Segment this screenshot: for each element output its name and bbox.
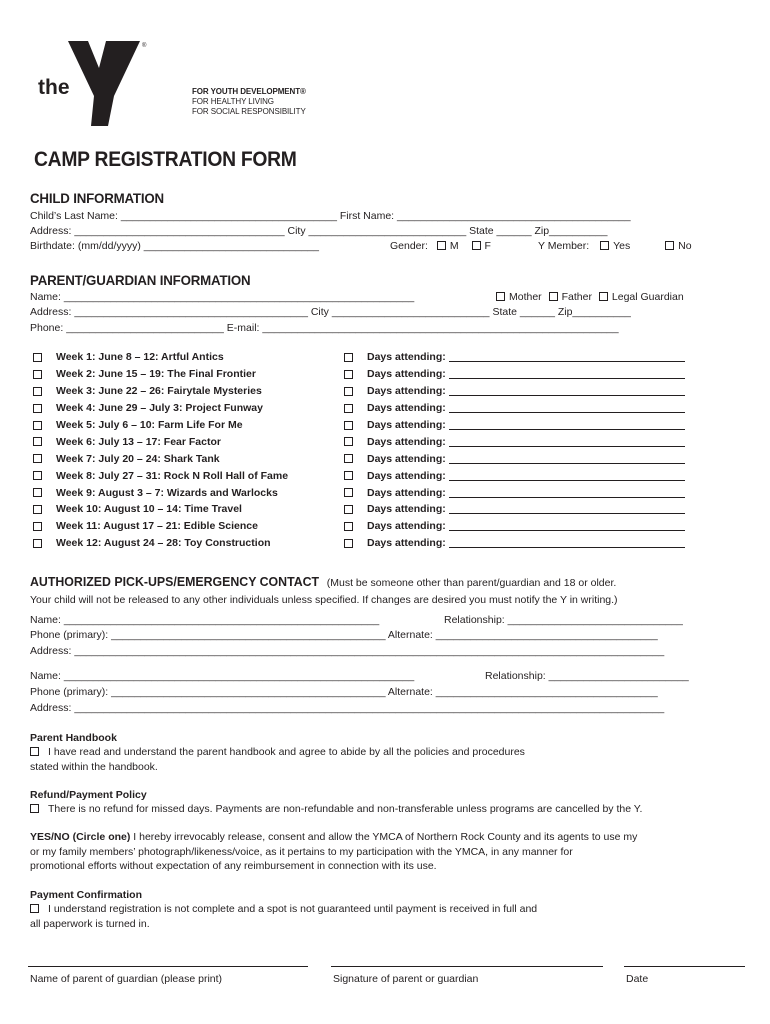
date-line[interactable] xyxy=(624,966,745,967)
ymca-y-mark xyxy=(36,38,152,128)
gender-group xyxy=(390,240,491,253)
days-label: Days attending: xyxy=(367,368,446,381)
handbook-title: Parent Handbook xyxy=(30,732,117,744)
ymca-logo xyxy=(36,38,152,128)
days-checkbox[interactable] xyxy=(344,471,353,480)
gender-f-label: F xyxy=(484,240,491,252)
days-checkbox[interactable] xyxy=(344,522,353,531)
week-list xyxy=(33,349,288,552)
child-name-line[interactable]: Child’s Last Name: _____________________________________ First Name: ________________________________________ xyxy=(30,210,631,222)
pickup-heading-row xyxy=(30,573,616,591)
days-label: Days attending: xyxy=(367,435,446,448)
contact2-relationship-field[interactable]: Relationship: ________________________ xyxy=(485,670,689,682)
days-checkbox[interactable] xyxy=(344,505,353,514)
week-label: Week 3: June 22 – 26: Fairytale Mysteries xyxy=(56,385,262,398)
days-label: Days attending: xyxy=(367,486,446,499)
week-label: Week 8: July 27 – 31: Rock N Roll Hall of Fame xyxy=(56,469,289,482)
contact1-relationship-field[interactable]: Relationship: ______________________________ xyxy=(444,614,683,626)
days-label: Days attending: xyxy=(367,503,446,516)
parent-address-line[interactable]: Address: ________________________________________ City ___________________________ State ______ Zip__________ xyxy=(30,306,631,318)
days-field[interactable] xyxy=(449,504,685,514)
days-checkbox[interactable] xyxy=(344,488,353,497)
contact2-address-field[interactable]: Address: _____________________________________________________________________________________________________ xyxy=(30,702,665,714)
days-label: Days attending: xyxy=(367,419,446,431)
parent-phone-email-line[interactable]: Phone: ___________________________ E-mail: _____________________________________________________________ xyxy=(30,322,619,334)
week-checkbox[interactable] xyxy=(33,488,42,497)
days-label: Days attending: xyxy=(367,452,446,465)
week-label: Week 7: July 20 – 24: Shark Tank xyxy=(56,452,220,465)
week-row xyxy=(33,433,288,450)
days-row xyxy=(344,400,685,417)
refund-title: Refund/Payment Policy xyxy=(30,789,147,801)
days-row xyxy=(344,518,685,535)
photo-release-text-cont: promotional efforts without expectation of any reimbursement in connection with its use. xyxy=(30,860,437,872)
week-checkbox[interactable] xyxy=(33,522,42,531)
days-label: Days attending: xyxy=(367,469,446,482)
week-row xyxy=(33,349,288,366)
week-checkbox[interactable] xyxy=(33,370,42,379)
week-row xyxy=(33,467,288,484)
photo-release-line xyxy=(30,831,637,844)
days-field[interactable] xyxy=(449,437,685,447)
days-field[interactable] xyxy=(449,471,685,481)
handbook-text: I have read and understand the parent handbook and agree to abide by all the policies and procedures xyxy=(48,746,525,758)
week-checkbox[interactable] xyxy=(33,539,42,548)
days-checkbox[interactable] xyxy=(344,353,353,362)
mother-checkbox[interactable] xyxy=(496,292,505,301)
days-row xyxy=(344,484,685,501)
week-label: Week 6: July 13 – 17: Fear Factor xyxy=(56,435,221,448)
days-field[interactable] xyxy=(449,488,685,498)
y-member-no-label: No xyxy=(678,240,692,252)
mother-label: Mother xyxy=(509,291,542,303)
father-checkbox[interactable] xyxy=(549,292,558,301)
week-label: Week 1: June 8 – 12: Artful Antics xyxy=(56,351,224,364)
gender-m-checkbox[interactable] xyxy=(437,241,446,250)
pickup-heading-note: (Must be someone other than parent/guardian and 18 or older. xyxy=(326,577,617,589)
svg-text:®: ® xyxy=(142,43,147,49)
week-label: Week 11: August 17 – 21: Edible Science xyxy=(56,520,258,533)
parent-name-field[interactable]: Name: ____________________________________________________________ xyxy=(30,291,415,303)
parent-name-signature-line[interactable] xyxy=(28,966,308,967)
week-checkbox[interactable] xyxy=(33,454,42,463)
parent-info-heading: PARENT/GUARDIAN INFORMATION xyxy=(30,272,251,288)
handbook-text-cont: stated within the handbook. xyxy=(30,761,158,773)
refund-checkbox[interactable] xyxy=(30,804,39,813)
days-row xyxy=(344,450,685,467)
week-row xyxy=(33,484,288,501)
y-member-no-checkbox[interactable] xyxy=(665,241,674,250)
gender-f-checkbox[interactable] xyxy=(472,241,481,250)
logo-letters: YMCA xyxy=(113,91,130,113)
days-checkbox[interactable] xyxy=(344,437,353,446)
relationship-group xyxy=(496,291,684,304)
days-row xyxy=(344,383,685,400)
days-field[interactable] xyxy=(449,538,685,548)
signature-label: Signature of parent or guardian xyxy=(333,973,479,985)
contact2-name-field[interactable]: Name: ____________________________________________________________ xyxy=(30,670,415,682)
payment-text: I understand registration is not complete and a spot is not guaranteed until payment is received in full and xyxy=(48,903,538,915)
week-label: Week 4: June 29 – July 3: Project Funway xyxy=(56,402,263,415)
legal-guardian-label: Legal Guardian xyxy=(611,291,684,303)
week-label: Week 2: June 15 – 19: The Final Frontier xyxy=(56,368,256,381)
payment-text-cont: all paperwork is turned in. xyxy=(30,918,150,930)
days-label: Days attending: xyxy=(367,520,446,533)
yes-no-circle[interactable]: YES/NO (Circle one) xyxy=(30,831,131,843)
days-label: Days attending: xyxy=(367,537,446,550)
days-field[interactable] xyxy=(449,403,685,413)
week-label: Week 12: August 24 – 28: Toy Construction xyxy=(56,537,271,550)
contact1-phone-line[interactable]: Phone (primary): _______________________________________________ Alternate: ______________________________________ xyxy=(30,629,658,641)
days-field[interactable] xyxy=(449,454,685,464)
week-row xyxy=(33,518,288,535)
days-checkbox[interactable] xyxy=(344,387,353,396)
days-field[interactable] xyxy=(449,521,685,531)
days-row xyxy=(344,349,685,366)
days-checkbox[interactable] xyxy=(344,454,353,463)
week-label: Week 10: August 10 – 14: Time Travel xyxy=(56,503,242,516)
days-checkbox[interactable] xyxy=(344,539,353,548)
tagline-line: FOR YOUTH DEVELOPMENT® xyxy=(192,87,306,96)
days-checkbox[interactable] xyxy=(344,421,353,430)
days-label: Days attending: xyxy=(367,385,446,398)
pickup-note: Your child will not be released to any other individuals unless specified. If changes are desired you must notify the Y in writing.) xyxy=(30,594,618,606)
week-checkbox[interactable] xyxy=(33,471,42,480)
week-checkbox[interactable] xyxy=(33,387,42,396)
week-checkbox[interactable] xyxy=(33,437,42,446)
tagline xyxy=(192,87,306,117)
days-row xyxy=(344,417,685,434)
week-label: Week 5: July 6 – 10: Farm Life For Me xyxy=(56,419,243,431)
days-label: Days attending: xyxy=(367,402,446,415)
days-row xyxy=(344,467,685,484)
days-checkbox[interactable] xyxy=(344,404,353,413)
y-member-yes-label: Yes xyxy=(613,240,631,252)
week-checkbox[interactable] xyxy=(33,404,42,413)
gender-m-label: M xyxy=(449,240,459,252)
y-member-label: Y Member: xyxy=(538,240,590,252)
week-row xyxy=(33,366,288,383)
week-checkbox[interactable] xyxy=(33,505,42,514)
gender-label: Gender: xyxy=(390,240,428,252)
days-field[interactable] xyxy=(449,352,685,362)
days-row xyxy=(344,535,685,552)
parent-name-label: Name of parent of guardian (please print) xyxy=(30,973,223,985)
days-row xyxy=(344,501,685,518)
page-title: CAMP REGISTRATION FORM xyxy=(34,148,297,171)
week-label: Week 9: August 3 – 7: Wizards and Warlocks xyxy=(56,486,278,499)
y-member-yes-checkbox[interactable] xyxy=(600,241,609,250)
days-field[interactable] xyxy=(449,420,685,430)
photo-release-text-cont: or my family members’ photograph/likeness/voice, as it pertains to my participation with the YMCA, in any manner for xyxy=(30,846,573,858)
y-member-group xyxy=(538,240,692,253)
days-row xyxy=(344,366,685,383)
days-checkbox[interactable] xyxy=(344,370,353,379)
contact1-name-field[interactable]: Name: ______________________________________________________ xyxy=(30,614,380,626)
pickup-heading: AUTHORIZED PICK-UPS/EMERGENCY CONTACT xyxy=(30,574,320,589)
contact1-address-field[interactable]: Address: _____________________________________________________________________________________________________ xyxy=(30,645,665,657)
week-row xyxy=(33,400,288,417)
payment-checkbox[interactable] xyxy=(30,904,39,913)
refund-text: There is no refund for missed days. Payments are non-refundable and non-transferable unless programs are cancelled by the Y. xyxy=(48,803,643,815)
days-attending-list xyxy=(344,349,685,552)
days-label: Days attending: xyxy=(367,351,446,364)
handbook-line xyxy=(30,746,525,759)
handbook-checkbox[interactable] xyxy=(30,747,39,756)
logo-word: the xyxy=(38,76,70,99)
payment-line xyxy=(30,903,537,916)
legal-guardian-checkbox[interactable] xyxy=(599,292,608,301)
contact2-phone-line[interactable]: Phone (primary): _______________________________________________ Alternate: ______________________________________ xyxy=(30,686,658,698)
week-row xyxy=(33,383,288,400)
week-row xyxy=(33,417,288,434)
week-row xyxy=(33,535,288,552)
date-label: Date xyxy=(626,973,649,985)
payment-title: Payment Confirmation xyxy=(30,889,143,901)
father-label: Father xyxy=(561,291,592,303)
child-info-heading: CHILD INFORMATION xyxy=(30,190,164,206)
week-checkbox[interactable] xyxy=(33,353,42,362)
days-field[interactable] xyxy=(449,369,685,379)
tagline-line: FOR HEALTHY LIVING xyxy=(192,97,274,106)
signature-line[interactable] xyxy=(331,966,603,967)
week-row xyxy=(33,450,288,467)
days-field[interactable] xyxy=(449,386,685,396)
week-checkbox[interactable] xyxy=(33,421,42,430)
tagline-line: FOR SOCIAL RESPONSIBILITY xyxy=(192,107,306,116)
days-row xyxy=(344,433,685,450)
refund-line xyxy=(30,803,642,816)
child-address-line[interactable]: Address: ____________________________________ City ___________________________ State ______ Zip__________ xyxy=(30,225,608,237)
photo-release-text: I hereby irrevocably release, consent and allow the YMCA of Northern Rock County and its agents to use my xyxy=(130,831,638,843)
week-row xyxy=(33,501,288,518)
child-birthdate-field[interactable]: Birthdate: (mm/dd/yyyy) ______________________________ xyxy=(30,240,319,252)
